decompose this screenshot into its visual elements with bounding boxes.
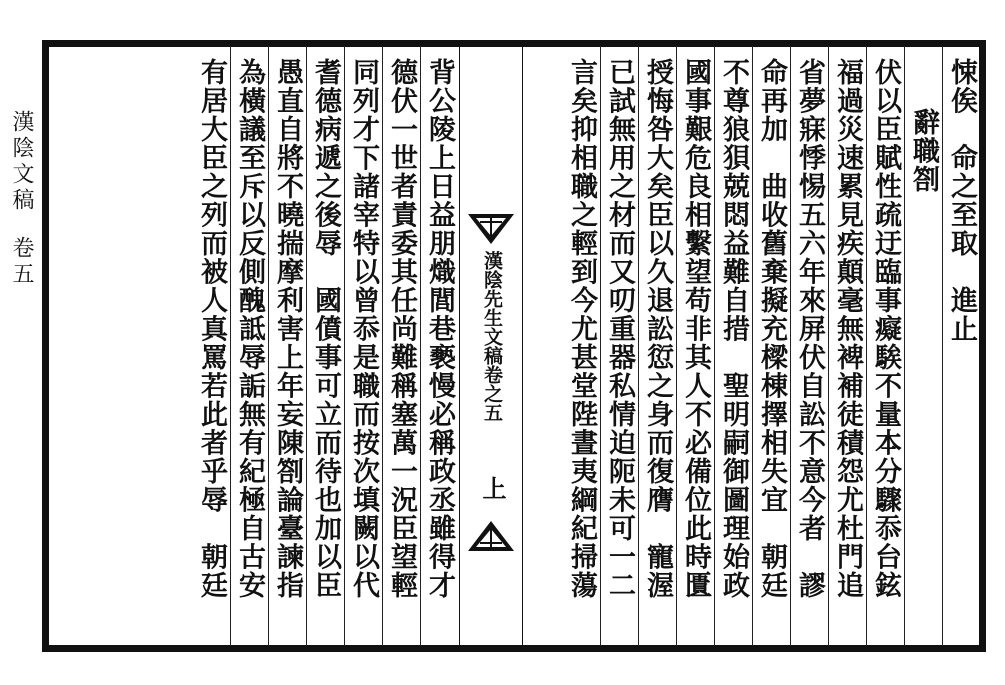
right-half-page bbox=[525, 46, 980, 646]
column-text: 福過災速累見疾顛毫無裨補徒積怨尤杜門追 bbox=[832, 58, 863, 600]
volume-label: 卷五 bbox=[9, 236, 34, 288]
text-column bbox=[344, 46, 382, 646]
text-column bbox=[714, 46, 752, 646]
text-column bbox=[942, 46, 980, 646]
text-column bbox=[790, 46, 828, 646]
text-column bbox=[382, 46, 420, 646]
column-text: 耆德病遞之後辱 國僨事可立而待也加以臣 bbox=[310, 58, 341, 600]
fold-book-title: 漢陰先生文稿卷之五 bbox=[481, 251, 503, 422]
text-column bbox=[268, 46, 306, 646]
fish-tail-ornament-icon bbox=[468, 214, 514, 244]
fold-section-mark: 上 bbox=[478, 476, 507, 500]
text-column bbox=[600, 46, 638, 646]
column-text: 不尊狼狽兢悶益難自措 聖明嗣御圖理始政 bbox=[718, 58, 749, 600]
column-text: 命再加 曲收舊棄擬充樑棟擇相失宜 朝廷 bbox=[756, 58, 787, 600]
fish-tail-ornament-icon bbox=[468, 521, 514, 551]
column-text: 同列才下諸宰特以曾忝是職而按次填闕以代 bbox=[348, 58, 379, 600]
column-text: 有居大臣之列而被人真罵若此者乎辱 朝廷 bbox=[196, 58, 227, 600]
text-column bbox=[230, 46, 268, 646]
text-column bbox=[676, 46, 714, 646]
column-text: 伏以臣賦性疏迂臨事癡騃不量本分驟忝台鉉 bbox=[870, 58, 901, 600]
text-column bbox=[828, 46, 866, 646]
column-text: 背公陵上日益朋熾閭巷褻慢必稱政丞雖得才 bbox=[424, 58, 455, 600]
text-column bbox=[420, 46, 458, 646]
heading-column-text: 辭職劄 bbox=[908, 108, 939, 194]
left-half-page bbox=[50, 46, 458, 646]
column-text: 愚直自將不曉揣摩利害上年妄陳劄論臺諫指 bbox=[272, 58, 303, 600]
collection-title: 漢陰文稿 bbox=[9, 110, 34, 214]
column-text: 省夢寐悸惕五六年來屏伏自訟不意今者 謬 bbox=[794, 58, 825, 600]
text-column bbox=[193, 46, 230, 646]
margin-caption bbox=[6, 110, 36, 288]
text-column bbox=[752, 46, 790, 646]
center-fold bbox=[459, 46, 523, 646]
column-text: 已試無用之材而又叨重器私情迫阨未可一二 bbox=[604, 58, 635, 600]
column-text: 德伏一世者責委其任尚難稱塞萬一況臣望輕 bbox=[386, 58, 417, 600]
column-text: 言矣抑相職之輕到今尤甚堂陛晝夷綱紀掃蕩 bbox=[566, 58, 597, 600]
text-column bbox=[904, 46, 942, 646]
text-column bbox=[866, 46, 904, 646]
column-text: 國事艱危良相繫望苟非其人不必備位此時匱 bbox=[680, 58, 711, 600]
column-text: 授悔咎大矣臣以久退訟愆之身而復膺 寵渥 bbox=[642, 58, 673, 600]
text-column bbox=[306, 46, 344, 646]
text-column bbox=[563, 46, 600, 646]
column-text: 悚俟 命之至取 進止 bbox=[946, 58, 977, 343]
text-column bbox=[638, 46, 676, 646]
column-text: 為橫議至斥以反側醜詆辱詬無有紀極自古安 bbox=[234, 58, 265, 600]
